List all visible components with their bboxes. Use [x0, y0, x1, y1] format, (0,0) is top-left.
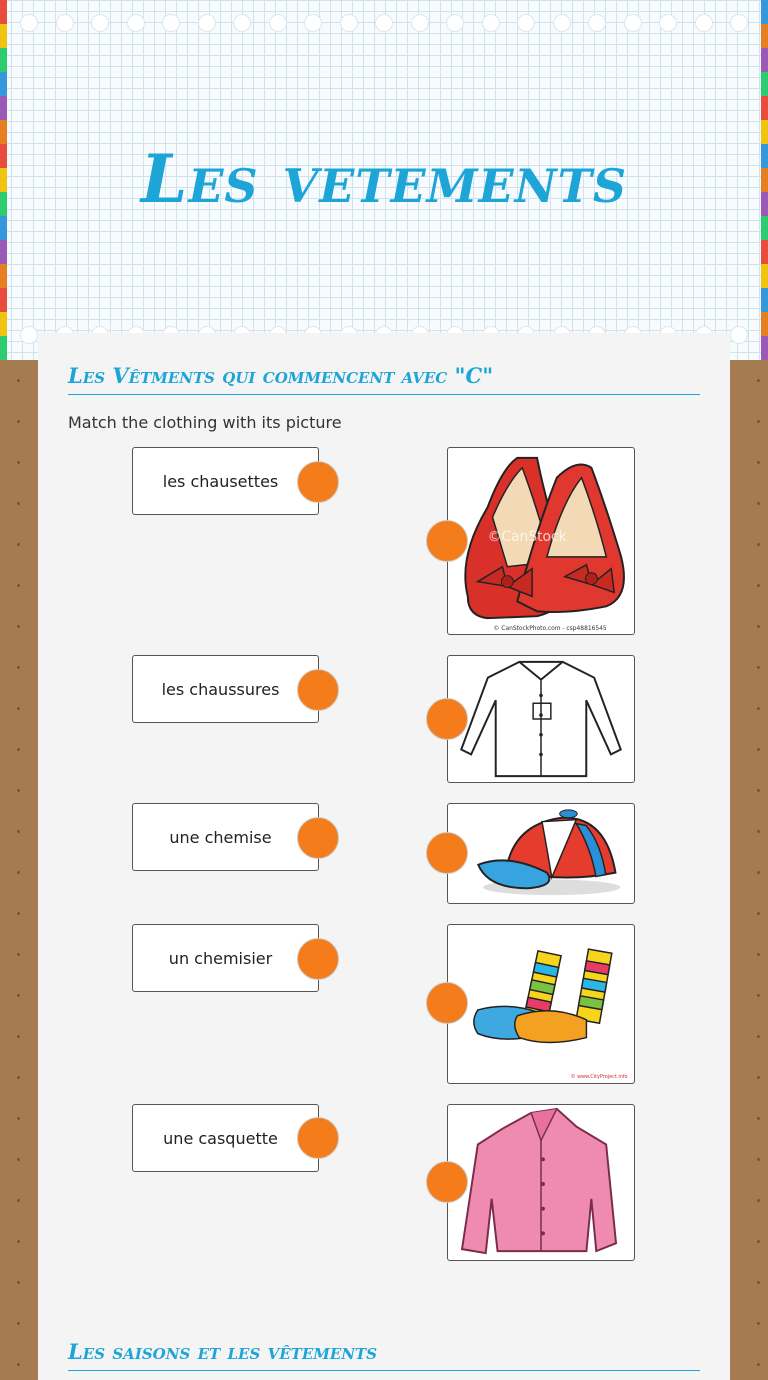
page-title: Les vetements: [140, 140, 628, 218]
word-card-chausettes[interactable]: [132, 447, 319, 515]
red-shoes-image[interactable]: [447, 447, 635, 635]
match-dot-right-4[interactable]: [426, 982, 468, 1024]
match-dot-right-3[interactable]: [426, 832, 468, 874]
word-label: une casquette: [163, 1128, 278, 1148]
match-dot-left-4[interactable]: [297, 938, 339, 980]
red-shoes-illustration: [448, 448, 634, 634]
match-dot-left-5[interactable]: [297, 1117, 339, 1159]
section-title-clothing: Les Vêtments qui commencent avec "C": [68, 363, 700, 395]
pink-blouse-illustration: [448, 1105, 634, 1260]
word-card-chemise[interactable]: [132, 803, 319, 871]
baseball-cap-illustration: [448, 804, 634, 903]
match-dot-right-1[interactable]: [426, 520, 468, 562]
white-shirt-illustration: [448, 656, 634, 782]
match-dot-left-3[interactable]: [297, 817, 339, 859]
match-dot-left-1[interactable]: [297, 461, 339, 503]
striped-socks-illustration: [448, 925, 634, 1083]
match-dot-right-5[interactable]: [426, 1161, 468, 1203]
baseball-cap-image[interactable]: [447, 803, 635, 904]
word-label: les chausettes: [162, 471, 279, 491]
word-card-casquette[interactable]: [132, 1104, 319, 1172]
word-label: une chemise: [169, 827, 272, 847]
word-label: un chemisier: [168, 948, 273, 968]
instructions-text: Match the clothing with its picture: [68, 413, 342, 432]
word-label: les chaussures: [161, 679, 280, 699]
white-shirt-image[interactable]: [447, 655, 635, 783]
section-title-seasons: Les saisons et les vêtements: [68, 1339, 700, 1371]
word-card-chaussures[interactable]: [132, 655, 319, 723]
match-dot-left-2[interactable]: [297, 669, 339, 711]
worksheet-paper: [38, 333, 730, 1380]
socks-credit: © www.CityProject.info: [570, 1074, 628, 1081]
striped-socks-image[interactable]: [447, 924, 635, 1084]
header-banner: [0, 0, 768, 360]
pink-blouse-image[interactable]: [447, 1104, 635, 1261]
match-dot-right-2[interactable]: [426, 698, 468, 740]
shoes-watermark: ©CanStock: [487, 529, 567, 545]
shoes-credit: © CanStockPhoto.com - csp48816545: [493, 625, 607, 633]
top-punch-holes: [20, 14, 748, 32]
word-card-chemisier[interactable]: [132, 924, 319, 992]
